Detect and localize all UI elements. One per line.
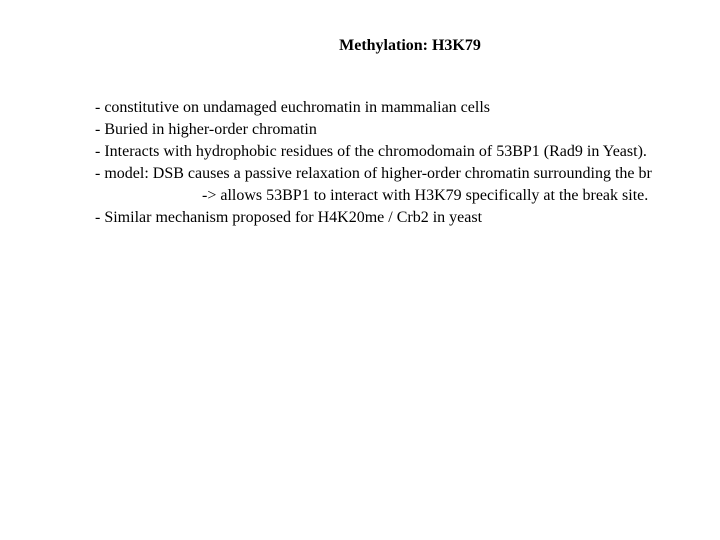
bullet-list: [95, 97, 652, 229]
bullet-line: - Interacts with hydrophobic residues of the chromodomain of 53BP1 (Rad9 in Yeast).: [95, 143, 647, 160]
bullet-line: - constitutive on undamaged euchromatin in mammalian cells: [95, 99, 490, 116]
bullet-line: - model: DSB causes a passive relaxation of higher-order chromatin surrounding the br: [95, 165, 652, 182]
bullet-continuation-line: -> allows 53BP1 to interact with H3K79 specifically at the break site.: [202, 187, 649, 204]
slide-title: Methylation: H3K79: [339, 37, 481, 54]
bullet-line: - Similar mechanism proposed for H4K20me / Crb2 in yeast: [95, 209, 483, 226]
bullet-line: - Buried in higher-order chromatin: [95, 121, 317, 138]
